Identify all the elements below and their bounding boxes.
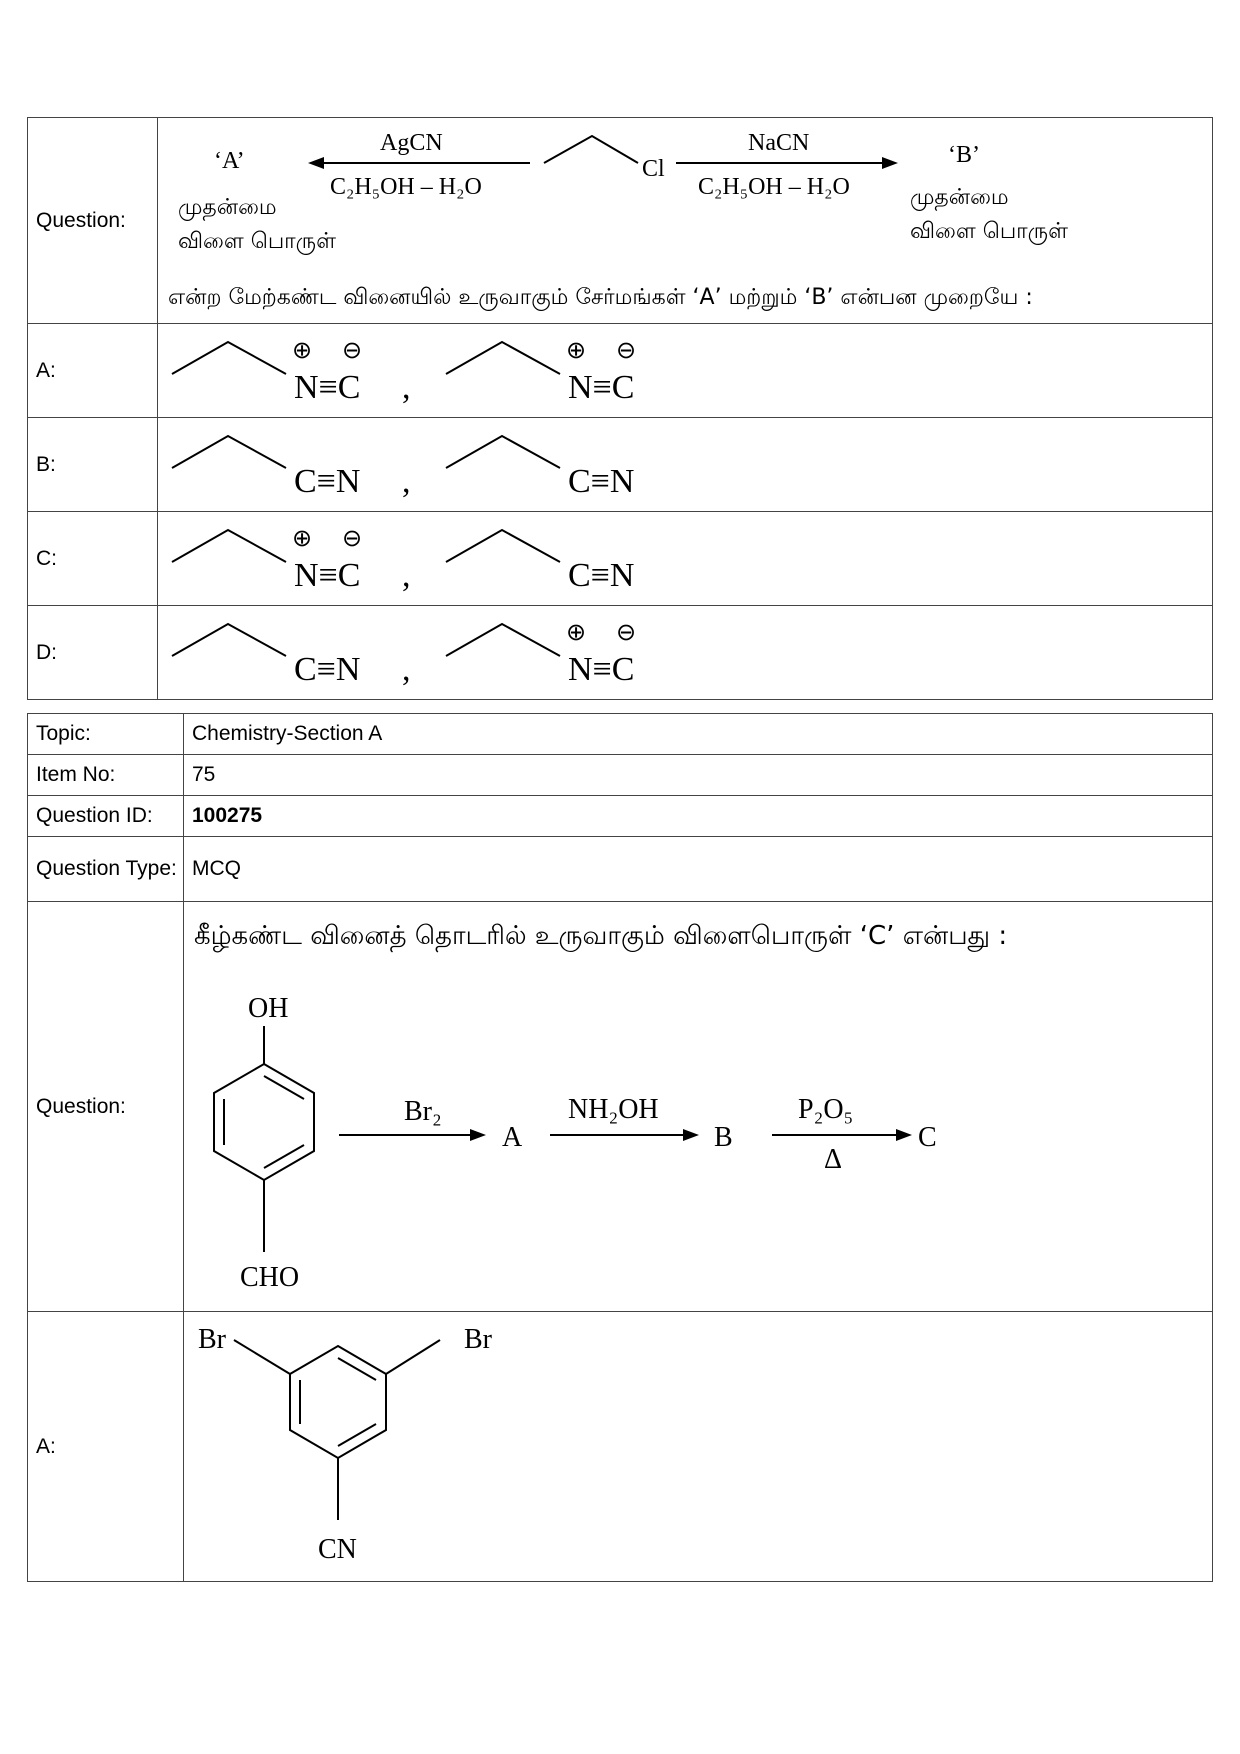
arrowhead-2 (683, 1129, 699, 1141)
plus-charge-1: ⊕ (292, 338, 313, 364)
product-a-product: விளை பொருள் (178, 229, 336, 254)
ethyl-chain-1 (172, 342, 286, 374)
question-table-2 (27, 713, 1213, 1582)
question-row-2 (28, 902, 1213, 1312)
ring-double-bond-2 (264, 1145, 304, 1168)
benzene-ring (214, 1064, 314, 1180)
nitrile-group-2: C≡N (568, 463, 635, 500)
option-c-structures (158, 512, 758, 600)
option-d-structures (158, 606, 758, 694)
question-label-2: Question: (28, 902, 184, 1312)
intermediate-b: B (714, 1122, 733, 1153)
topic-value: Chemistry-Section A (184, 714, 1213, 755)
arrowhead-1 (470, 1129, 486, 1141)
comma-1: , (402, 651, 411, 688)
minus-charge-2: ⊖ (616, 620, 637, 646)
ethyl-chain-1 (172, 436, 286, 468)
reagent-right-bottom: C₂H₅OH – H₂O (698, 174, 850, 200)
nitrile-group-1: C≡N (294, 463, 361, 500)
question-label: Question: (28, 118, 158, 324)
qid-row (28, 796, 1213, 837)
intermediate-a: A (502, 1122, 523, 1153)
option-cell-a-2[interactable] (184, 1312, 1213, 1582)
product-b-major: முதன்மை (910, 185, 1009, 210)
comma-1: , (402, 463, 411, 500)
hydroxyl-group: OH (248, 993, 289, 1024)
comma-1: , (402, 557, 411, 594)
plus-charge-1: ⊕ (292, 526, 313, 552)
reagent-3: P₂O₅ (798, 1094, 854, 1125)
minus-charge-2: ⊖ (616, 338, 637, 364)
option-b-structures (158, 418, 758, 506)
product-b-product: விளை பொருள் (910, 219, 1068, 244)
isocyanide-group-1: N≡C (294, 557, 361, 594)
question-text: என்ற மேற்கண்ட வினையில் உருவாகும் சேர்மங்கள் ‘A’ மற்றும் ‘B’ என்பன முறையே : (168, 285, 1033, 310)
bromo-right: Br (464, 1324, 492, 1355)
ethyl-chain-1 (172, 624, 286, 656)
ethyl-chain-2 (446, 436, 560, 468)
nitrile-group: CN (318, 1534, 357, 1565)
heat-symbol: Δ (824, 1144, 843, 1175)
option-label-c: C: (28, 512, 158, 606)
qid-value: 100275 (184, 796, 1213, 837)
option-label-a-2: A: (28, 1312, 184, 1582)
aldehyde-group: CHO (240, 1262, 300, 1293)
reagent-2: NH₂OH (568, 1094, 659, 1125)
benzene-ring-2 (290, 1346, 386, 1458)
topic-row (28, 714, 1213, 755)
ring2-double-bond-2 (338, 1424, 376, 1446)
question-table-1 (27, 117, 1213, 700)
item-value: 75 (184, 755, 1213, 796)
qid-label: Question ID: (28, 796, 184, 837)
option-row-a[interactable] (28, 324, 1213, 418)
item-row (28, 755, 1213, 796)
ethyl-chain-2 (446, 624, 560, 656)
reagent-left-top: AgCN (380, 130, 443, 156)
product-a-major: முதன்மை (178, 195, 277, 220)
option-row-a-2[interactable] (28, 1312, 1213, 1582)
option-row-c[interactable] (28, 512, 1213, 606)
nitrile-group-1: C≡N (294, 651, 361, 688)
dibromobenzonitrile (184, 1312, 784, 1576)
question-cell-2 (184, 902, 1213, 1312)
reaction-scheme-1 (158, 118, 1208, 318)
right-arrowhead (882, 157, 898, 169)
comma-1: , (402, 369, 411, 406)
product-c: C (918, 1122, 937, 1153)
plus-charge-2: ⊕ (566, 620, 587, 646)
product-a-label: ‘A’ (214, 148, 245, 174)
ring-double-bond-1 (264, 1076, 304, 1099)
option-label-b: B: (28, 418, 158, 512)
reagent-right-top: NaCN (748, 130, 810, 156)
arrowhead-3 (896, 1129, 912, 1141)
bromo-left: Br (198, 1324, 226, 1355)
isocyanide-group-2: N≡C (568, 651, 635, 688)
option-cell-b[interactable] (158, 418, 1213, 512)
ethyl-chain (544, 136, 638, 163)
ethyl-chain-2 (446, 342, 560, 374)
option-cell-a[interactable] (158, 324, 1213, 418)
qtype-label: Question Type: (28, 837, 184, 902)
left-arrowhead (308, 157, 324, 169)
minus-charge-1: ⊖ (342, 338, 363, 364)
isocyanide-group-1: N≡C (294, 369, 361, 406)
option-row-b[interactable] (28, 418, 1213, 512)
qtype-value: MCQ (184, 837, 1213, 902)
plus-charge-2: ⊕ (566, 338, 587, 364)
reagent-left-bottom: C₂H₅OH – H₂O (330, 174, 482, 200)
qtype-row (28, 837, 1213, 902)
reagent-1: Br₂ (404, 1096, 442, 1127)
option-label-d: D: (28, 606, 158, 700)
option-cell-c[interactable] (158, 512, 1213, 606)
option-a-structures (158, 324, 758, 412)
ethyl-chain-1 (172, 530, 286, 562)
minus-charge-1: ⊖ (342, 526, 363, 552)
option-label-a: A: (28, 324, 158, 418)
topic-label: Topic: (28, 714, 184, 755)
product-b-label: ‘B’ (948, 142, 980, 168)
question-text-2: கீழ்கண்ட வினைத் தொடரில் உருவாகும் விளைபொருள் ‘C’ என்பது : (194, 921, 1008, 951)
reaction-scheme-2 (184, 902, 1209, 1306)
question-row (28, 118, 1213, 324)
ring2-double-bond-1 (338, 1358, 376, 1380)
br-bond-right (386, 1340, 440, 1374)
option-row-d[interactable] (28, 606, 1213, 700)
ethyl-chain-2 (446, 530, 560, 562)
item-label: Item No: (28, 755, 184, 796)
nitrile-group-2: C≡N (568, 557, 635, 594)
option-cell-d[interactable] (158, 606, 1213, 700)
br-bond-left (234, 1340, 290, 1374)
chloro-substituent: Cl (642, 156, 665, 182)
question-cell (158, 118, 1213, 324)
isocyanide-group-2: N≡C (568, 369, 635, 406)
